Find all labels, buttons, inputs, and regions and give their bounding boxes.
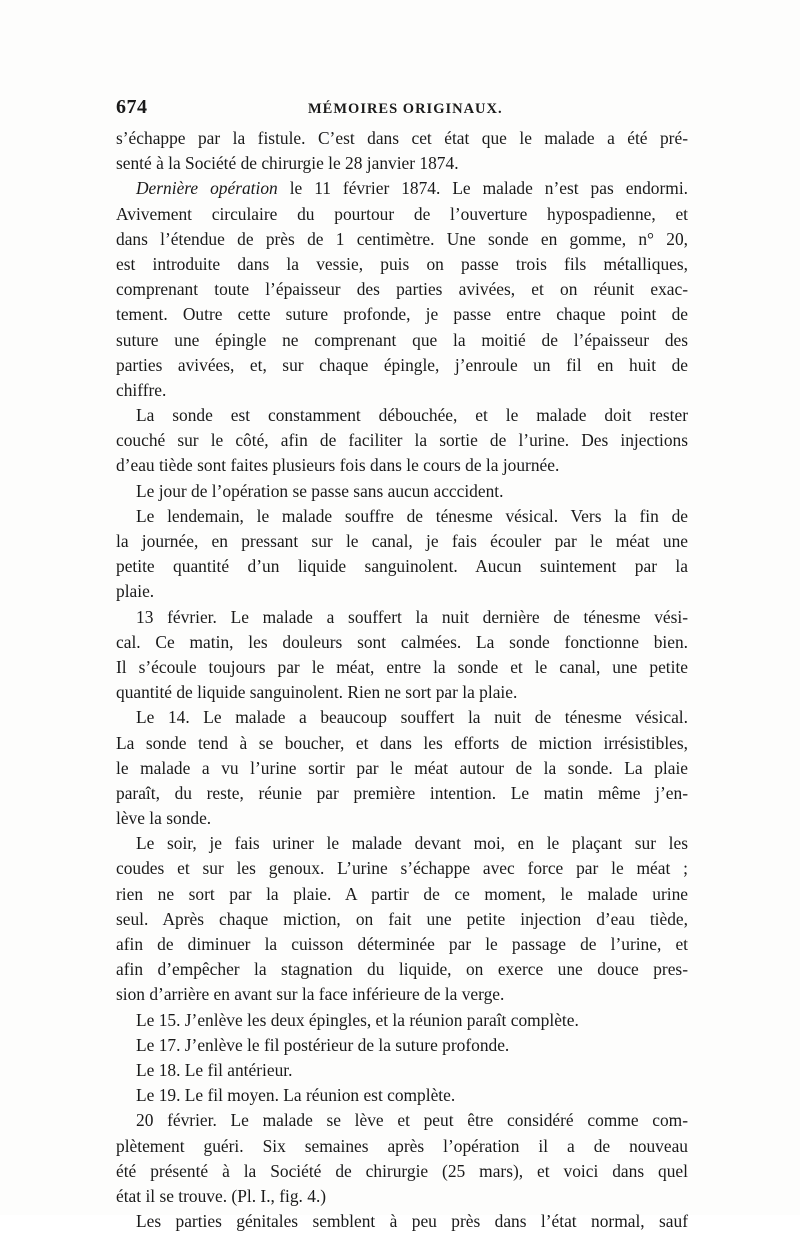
- text-line: plètement guéri. Six semaines après l’opération il a de nouveau: [116, 1135, 688, 1156]
- text-line: Le 15. J’enlève les deux épingles, et la réunion paraît complète.: [136, 1009, 579, 1030]
- text-line: d’eau tiède sont faites plusieurs fois dans le cours de la journée.: [116, 455, 560, 476]
- text-line: le malade a vu l’urine sortir par le méat autour de la sonde. La plaie: [116, 757, 688, 778]
- text-line: Le jour de l’opération se passe sans aucun acccident.: [136, 480, 504, 501]
- text-line: 13 février. Le malade a souffert la nuit dernière de ténesme vési-: [136, 606, 688, 627]
- text-line: été présenté à la Société de chirurgie (25 mars), et voici dans quel: [116, 1160, 688, 1181]
- text-line: seul. Après chaque miction, on fait une petite injection d’eau tiède,: [116, 908, 688, 929]
- text-line: couché sur le côté, afin de faciliter la sortie de l’urine. Des injections: [116, 430, 688, 451]
- running-header: [116, 96, 686, 124]
- text-line: la journée, en pressant sur le canal, je fais écouler par le méat une: [116, 531, 688, 551]
- text-line: petite quantité d’un liquide sanguinolent. Aucun suintement par la: [116, 556, 688, 577]
- text-line: dans l’étendue de près de 1 centimètre. Une sonde en gomme, n° 20,: [116, 228, 688, 249]
- text-line: quantité de liquide sanguinolent. Rien ne sort par la plaie.: [116, 682, 518, 703]
- section-lead-italic: Dernière opération: [136, 178, 278, 199]
- text-line: Les parties génitales semblent à peu près dans l’état normal, sauf: [136, 1211, 688, 1232]
- text-line: Avivement circulaire du pourtour de l’ouverture hypospadienne, et: [116, 203, 688, 224]
- text-line: Le soir, je fais uriner le malade devant moi, en le plaçant sur les: [136, 833, 688, 854]
- text-line: chiffre.: [116, 379, 167, 400]
- text-line: Le 17. J’enlève le fil postérieur de la suture profonde.: [136, 1034, 510, 1055]
- page-number: 674: [116, 96, 148, 118]
- text-line: paraît, du reste, réunie par première intention. Le matin même j’en-: [116, 782, 688, 803]
- text-line: lève la sonde.: [116, 808, 212, 829]
- text-line: cal. Ce matin, les douleurs sont calmées. La sonde fonctionne bien.: [116, 631, 688, 652]
- text-line: La sonde tend à se boucher, et dans les efforts de miction irrésistibles,: [116, 732, 688, 753]
- text-line: est introduite dans la vessie, puis on passe trois fils métalliques,: [116, 253, 688, 274]
- text-line: Il s’écoule toujours par le méat, entre la sonde et le canal, une petite: [116, 656, 688, 677]
- text-line: coudes et sur les genoux. L’urine s’échappe avec force par le méat ;: [116, 858, 688, 879]
- body-text: [116, 126, 688, 1234]
- text-line: comprenant toute l’épaisseur des parties avivées, et on réunit exac-: [116, 279, 688, 300]
- text-line: sion d’arrière en avant sur la face inférieure de la verge.: [116, 984, 505, 1005]
- text-line: parties avivées, et, sur chaque épingle, j’enroule un fil en huit de: [116, 354, 688, 375]
- text-line: Le 19. Le fil moyen. La réunion est complète.: [136, 1085, 456, 1106]
- text-line: afin d’empêcher la stagnation du liquide, on exerce une douce pres-: [116, 959, 688, 980]
- text-line: afin de diminuer la cuisson déterminée par le passage de l’urine, et: [116, 934, 688, 954]
- text-line: Le 18. Le fil antérieur.: [136, 1059, 293, 1080]
- text-line: rien ne sort par la plaie. A partir de ce moment, le malade urine: [116, 883, 688, 904]
- text-line: 20 février. Le malade se lève et peut être considéré comme com-: [136, 1110, 688, 1131]
- text-line: plaie.: [116, 581, 155, 602]
- text-line: s’échappe par la fistule. C’est dans cet état que le malade a été pré-: [116, 128, 688, 148]
- text-line: Le 14. Le malade a beaucoup souffert la nuit de ténesme vésical.: [136, 707, 688, 728]
- text-line: La sonde est constamment débouchée, et le malade doit rester: [136, 405, 688, 426]
- text-line: senté à la Société de chirurgie le 28 janvier 1874.: [116, 153, 459, 174]
- text-line: suture une épingle ne comprenant que la moitié de l’épaisseur des: [116, 329, 688, 350]
- text-line: état il se trouve. (Pl. I., fig. 4.): [116, 1185, 327, 1206]
- text-line-rest: le 11 février 1874. Le malade n’est pas endormi.: [289, 178, 689, 199]
- text-line: Le lendemain, le malade souffre de ténesme vésical. Vers la fin de: [136, 505, 688, 526]
- text-line: [116, 176, 688, 201]
- running-title: MÉMOIRES ORIGINAUX.: [308, 101, 503, 117]
- text-line: tement. Outre cette suture profonde, je passe entre chaque point de: [116, 304, 688, 325]
